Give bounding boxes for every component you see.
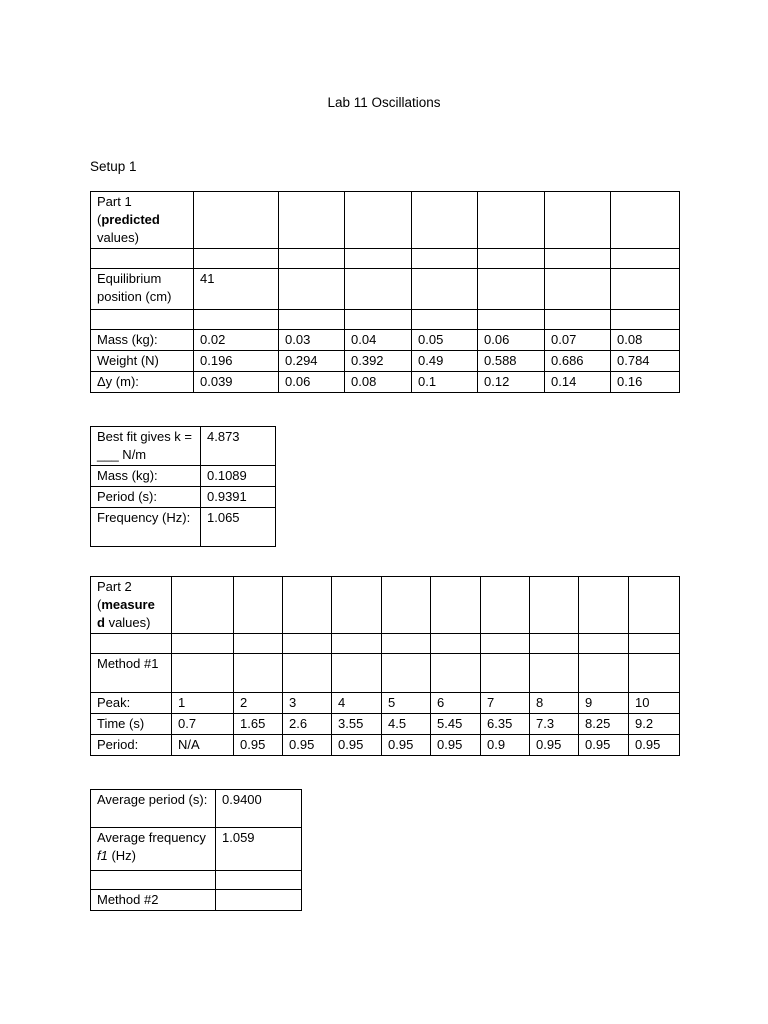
weight-cell: 0.686 bbox=[545, 351, 611, 372]
empty-cell bbox=[545, 192, 611, 249]
dy-cell: 0.08 bbox=[345, 372, 412, 393]
spacer-row bbox=[91, 249, 680, 269]
mass-cell: 0.05 bbox=[412, 330, 478, 351]
spacer-row bbox=[91, 871, 302, 890]
part2-table bbox=[90, 576, 680, 756]
document-title: Lab 11 Oscillations bbox=[327, 95, 441, 110]
mass-label: Mass (kg): bbox=[91, 330, 194, 351]
avg-period-label: Average period (s): bbox=[91, 790, 216, 828]
time-row bbox=[91, 714, 680, 735]
time-cell: 0.7 bbox=[172, 714, 234, 735]
bestfit-freq-value: 1.065 bbox=[201, 508, 276, 547]
weight-label: Weight (N) bbox=[91, 351, 194, 372]
time-cell: 2.6 bbox=[283, 714, 332, 735]
method2-label: Method #2 bbox=[91, 890, 216, 911]
avg-freq-label-pre: Average frequency bbox=[97, 830, 206, 845]
peak-cell: 2 bbox=[234, 693, 283, 714]
time-label: Time (s) bbox=[91, 714, 172, 735]
bestfit-freq-label: Frequency (Hz): bbox=[91, 508, 201, 547]
avg-freq-value: 1.059 bbox=[216, 828, 302, 871]
empty-cell bbox=[279, 192, 345, 249]
method1-row bbox=[91, 654, 680, 693]
period-row bbox=[91, 735, 680, 756]
avg-freq-row bbox=[91, 828, 302, 871]
peak-cell: 8 bbox=[530, 693, 579, 714]
avg-period-row bbox=[91, 790, 302, 828]
time-cell: 5.45 bbox=[431, 714, 481, 735]
weight-cell: 0.392 bbox=[345, 351, 412, 372]
weight-cell: 0.784 bbox=[611, 351, 680, 372]
bestfit-period-label: Period (s): bbox=[91, 487, 201, 508]
part2-header-cell: Part 2 (measure d values) bbox=[91, 577, 172, 634]
period-cell: 0.95 bbox=[234, 735, 283, 756]
bestfit-period-value: 0.9391 bbox=[201, 487, 276, 508]
period-cell: 0.95 bbox=[579, 735, 629, 756]
dy-label: Δy (m): bbox=[91, 372, 194, 393]
empty-cell bbox=[412, 192, 478, 249]
bestfit-period-row bbox=[91, 487, 276, 508]
avg-freq-label bbox=[91, 828, 216, 871]
part2-header-tail: values) bbox=[104, 615, 151, 630]
avg-period-value: 0.9400 bbox=[216, 790, 302, 828]
part1-table bbox=[90, 191, 680, 393]
peak-cell: 5 bbox=[382, 693, 431, 714]
peak-cell: 10 bbox=[629, 693, 680, 714]
empty-cell bbox=[216, 890, 302, 911]
mass-cell: 0.07 bbox=[545, 330, 611, 351]
period-cell: 0.9 bbox=[481, 735, 530, 756]
peak-cell: 6 bbox=[431, 693, 481, 714]
peak-cell: 7 bbox=[481, 693, 530, 714]
dy-cell: 0.06 bbox=[279, 372, 345, 393]
mass-cell: 0.04 bbox=[345, 330, 412, 351]
period-cell: 0.95 bbox=[382, 735, 431, 756]
time-cell: 4.5 bbox=[382, 714, 431, 735]
avg-freq-label-post: (Hz) bbox=[107, 848, 137, 863]
mass-row bbox=[91, 330, 680, 351]
k-label: Best fit gives k = ___ N/m bbox=[91, 427, 201, 466]
bestfit-mass-row bbox=[91, 466, 276, 487]
peak-cell: 1 bbox=[172, 693, 234, 714]
setup-label: Setup 1 bbox=[90, 159, 137, 174]
period-cell: 0.95 bbox=[530, 735, 579, 756]
peak-cell: 9 bbox=[579, 693, 629, 714]
time-cell: 1.65 bbox=[234, 714, 283, 735]
time-cell: 8.25 bbox=[579, 714, 629, 735]
period-cell: 0.95 bbox=[283, 735, 332, 756]
part2-header-line1: Part 2 bbox=[97, 579, 132, 594]
part1-header-row bbox=[91, 192, 680, 249]
empty-cell bbox=[194, 192, 279, 249]
dy-row bbox=[91, 372, 680, 393]
bestfit-mass-label: Mass (kg): bbox=[91, 466, 201, 487]
dy-cell: 0.039 bbox=[194, 372, 279, 393]
time-cell: 9.2 bbox=[629, 714, 680, 735]
empty-cell bbox=[345, 192, 412, 249]
period-cell: 0.95 bbox=[629, 735, 680, 756]
empty-cell bbox=[478, 192, 545, 249]
spacer-row bbox=[91, 634, 680, 654]
weight-cell: 0.294 bbox=[279, 351, 345, 372]
weight-cell: 0.196 bbox=[194, 351, 279, 372]
part1-header-line1: Part 1 bbox=[97, 194, 132, 209]
peak-label: Peak: bbox=[91, 693, 172, 714]
method1-label: Method #1 bbox=[91, 654, 172, 693]
time-cell: 7.3 bbox=[530, 714, 579, 735]
method2-row bbox=[91, 890, 302, 911]
period-label: Period: bbox=[91, 735, 172, 756]
equilibrium-value: 41 bbox=[194, 269, 279, 310]
peak-row bbox=[91, 693, 680, 714]
dy-cell: 0.16 bbox=[611, 372, 680, 393]
bestfit-freq-row bbox=[91, 508, 276, 547]
part2-header-row bbox=[91, 577, 680, 634]
period-cell: 0.95 bbox=[431, 735, 481, 756]
bestfit-mass-value: 0.1089 bbox=[201, 466, 276, 487]
peak-cell: 3 bbox=[283, 693, 332, 714]
mass-cell: 0.02 bbox=[194, 330, 279, 351]
time-cell: 6.35 bbox=[481, 714, 530, 735]
mass-cell: 0.08 bbox=[611, 330, 680, 351]
k-row bbox=[91, 427, 276, 466]
part2-header-bold2: d bbox=[97, 615, 105, 630]
k-value: 4.873 bbox=[201, 427, 276, 466]
mass-cell: 0.06 bbox=[478, 330, 545, 351]
empty-cell bbox=[611, 192, 680, 249]
part1-header-line3: values) bbox=[97, 230, 139, 245]
averages-table bbox=[90, 789, 302, 911]
part1-header-bold: predicted bbox=[101, 212, 160, 227]
spacer-row bbox=[91, 310, 680, 330]
time-cell: 3.55 bbox=[332, 714, 382, 735]
avg-freq-label-var: f1 bbox=[97, 848, 108, 863]
dy-cell: 0.12 bbox=[478, 372, 545, 393]
mass-cell: 0.03 bbox=[279, 330, 345, 351]
weight-cell: 0.49 bbox=[412, 351, 478, 372]
dy-cell: 0.14 bbox=[545, 372, 611, 393]
weight-row bbox=[91, 351, 680, 372]
part2-header-bold1: measure bbox=[101, 597, 155, 612]
dy-cell: 0.1 bbox=[412, 372, 478, 393]
peak-cell: 4 bbox=[332, 693, 382, 714]
bestfit-table bbox=[90, 426, 276, 547]
equilibrium-row bbox=[91, 269, 680, 310]
weight-cell: 0.588 bbox=[478, 351, 545, 372]
part1-header-cell: Part 1 (predicted values) bbox=[91, 192, 194, 249]
period-cell: 0.95 bbox=[332, 735, 382, 756]
period-cell: N/A bbox=[172, 735, 234, 756]
equilibrium-label: Equilibrium position (cm) bbox=[91, 269, 194, 310]
